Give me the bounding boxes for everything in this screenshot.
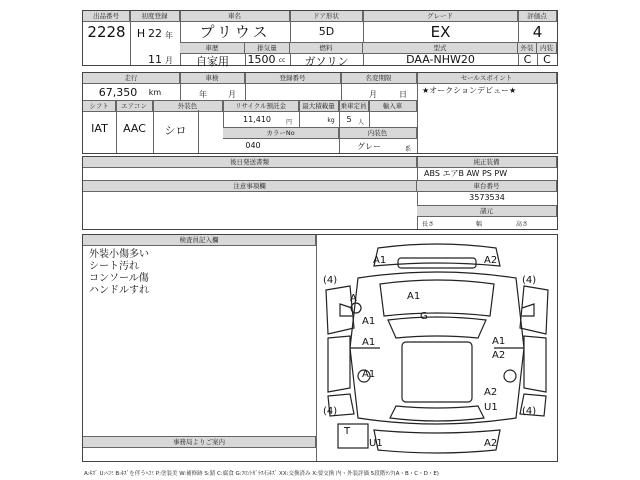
inspector-note: ハンドルすれ [89, 285, 149, 296]
car-diagram [318, 238, 556, 460]
ext-header: 外装 [518, 43, 537, 54]
reg-month-unit: 月 [165, 56, 173, 65]
inspector-note: シート汚れ [89, 261, 139, 272]
capacity: 5 [346, 115, 352, 124]
mark-tire-rr: (4) [522, 406, 537, 417]
color-number: 040 [245, 141, 261, 150]
name-change-header: 名変期限 [341, 73, 417, 84]
reg-header: 初度登録 [130, 11, 180, 22]
car-name: プリウス [199, 23, 271, 41]
ext-grade: C [523, 53, 532, 66]
later-docs-header: 後日発送書類 [83, 157, 417, 168]
reg-year: 22 [148, 27, 162, 40]
name-change-day: 日 [399, 90, 407, 99]
capacity-unit: 人 [357, 119, 364, 126]
sales-point: ★オークションデビュー★ [422, 86, 517, 95]
mileage-unit: km [148, 88, 162, 97]
equipment: ABS エアB AW PS PW [424, 169, 508, 178]
disp-header: 排気量 [245, 43, 290, 54]
displacement: 1500 [247, 53, 276, 66]
mark-right-rear-2: U1 [484, 402, 498, 413]
dealer-header: 事務局よりご案内 [83, 437, 316, 448]
mark-glass: G [420, 311, 428, 322]
name-change-month: 月 [369, 90, 377, 99]
score-header: 評価点 [518, 11, 557, 22]
mark-tire-fr: (4) [522, 275, 537, 286]
mark-roof: A1 [407, 291, 421, 302]
dims-header: 諸元 [417, 206, 557, 217]
model-header: 型式 [363, 43, 518, 54]
interior-color: グレー [357, 142, 381, 151]
mark-rear-u: U1 [369, 438, 383, 449]
mark-trunk: T [344, 426, 351, 437]
door-type: 5D [318, 25, 335, 38]
reg-no-header: 登録番号 [245, 73, 341, 84]
shift-header: シフト [83, 101, 116, 112]
model-code: DAA-NHW20 [406, 53, 475, 66]
vin: 3573534 [469, 193, 505, 202]
body-color: シロ [164, 124, 187, 137]
lot-number: 2228 [87, 23, 126, 41]
door-header: ドア形状 [290, 11, 363, 22]
recycle-header: リサイクル預託金 [223, 101, 299, 112]
mark-left-door: A1 [362, 316, 376, 327]
inspection-month: 月 [228, 90, 236, 99]
mark-left-rear: A1 [362, 369, 376, 380]
mark-right-door-2: A2 [492, 350, 506, 361]
colorno-header: カラーNo [223, 128, 339, 139]
sales-header: セールスポイント [417, 73, 557, 84]
legend: A:ｷｽﾞ U:ﾍｺﾐ B:ｷｽﾞを伴うﾍｺﾐ P:塗装美 W:補修跡 S:錆 C:腐食 G:ﾌﾛﾝﾄｶﾞﾗｽ石ｷｽﾞ XX:交換済み X:要交換 内・外装評価 5段階ﾗﾝｸ(A・B・C・D・E) [84, 471, 439, 477]
history-header: 車歴 [180, 43, 245, 54]
dim-length: 長さ [422, 221, 435, 228]
mileage-header: 走行 [83, 73, 180, 84]
mark-front-left: A1 [373, 255, 387, 266]
aircon: AAC [123, 122, 146, 135]
mark-right-door-1: A1 [492, 336, 506, 347]
vin-header: 車台番号 [417, 181, 557, 192]
reg-month: 11 [148, 53, 162, 66]
mark-mirror: A [350, 293, 357, 304]
inspector-note: コンソール傷 [89, 273, 149, 284]
dim-width: 幅 [476, 221, 483, 228]
mark-front-right: A2 [484, 255, 498, 266]
maxload-header: 最大積載量 [299, 101, 339, 112]
score: 4 [532, 23, 543, 41]
equip-header: 純正装備 [417, 157, 557, 168]
mileage: 67,350 [98, 86, 138, 99]
inspection-year: 年 [199, 90, 207, 99]
intcolor-header: 内装色 [339, 128, 417, 139]
interior-color-unit: 系 [404, 146, 411, 153]
grade-header: グレード [363, 11, 518, 22]
capacity-header: 乗車定員 [339, 101, 369, 112]
inspection-header: 車検 [180, 73, 245, 84]
grade: EX [430, 23, 451, 41]
disp-unit: cc [278, 57, 286, 64]
inspector-note: 外装小傷多い [89, 249, 149, 260]
recycle-unit: 円 [285, 119, 292, 126]
dim-height: 高さ [516, 221, 529, 228]
fuel-header: 燃料 [290, 43, 363, 54]
lot-header: 出品番号 [83, 11, 130, 22]
reg-era: H [136, 27, 146, 40]
inspector-header: 検査員記入欄 [83, 235, 316, 246]
recycle-fee: 11,410 [243, 115, 271, 124]
fuel: ガソリン [304, 55, 349, 68]
maxload-unit: kg [327, 117, 335, 124]
name-header: 車名 [180, 11, 290, 22]
mark-right-rear-1: A2 [484, 387, 498, 398]
notes-header: 注意事項欄 [83, 181, 417, 192]
history: 自家用 [196, 55, 229, 68]
mark-hood: A1 [362, 337, 376, 348]
int-grade: C [543, 53, 551, 66]
ac-header: エアコン [116, 101, 153, 112]
import-header: 輸入車 [369, 101, 417, 112]
mark-tire-rl: (4) [323, 406, 338, 417]
int-header: 内装 [537, 43, 557, 54]
mark-tire-fl: (4) [323, 275, 338, 286]
shift: IAT [91, 122, 108, 135]
color-header: 外装色 [153, 101, 223, 112]
reg-year-unit: 年 [165, 31, 173, 40]
mark-rear-a: A2 [484, 438, 498, 449]
